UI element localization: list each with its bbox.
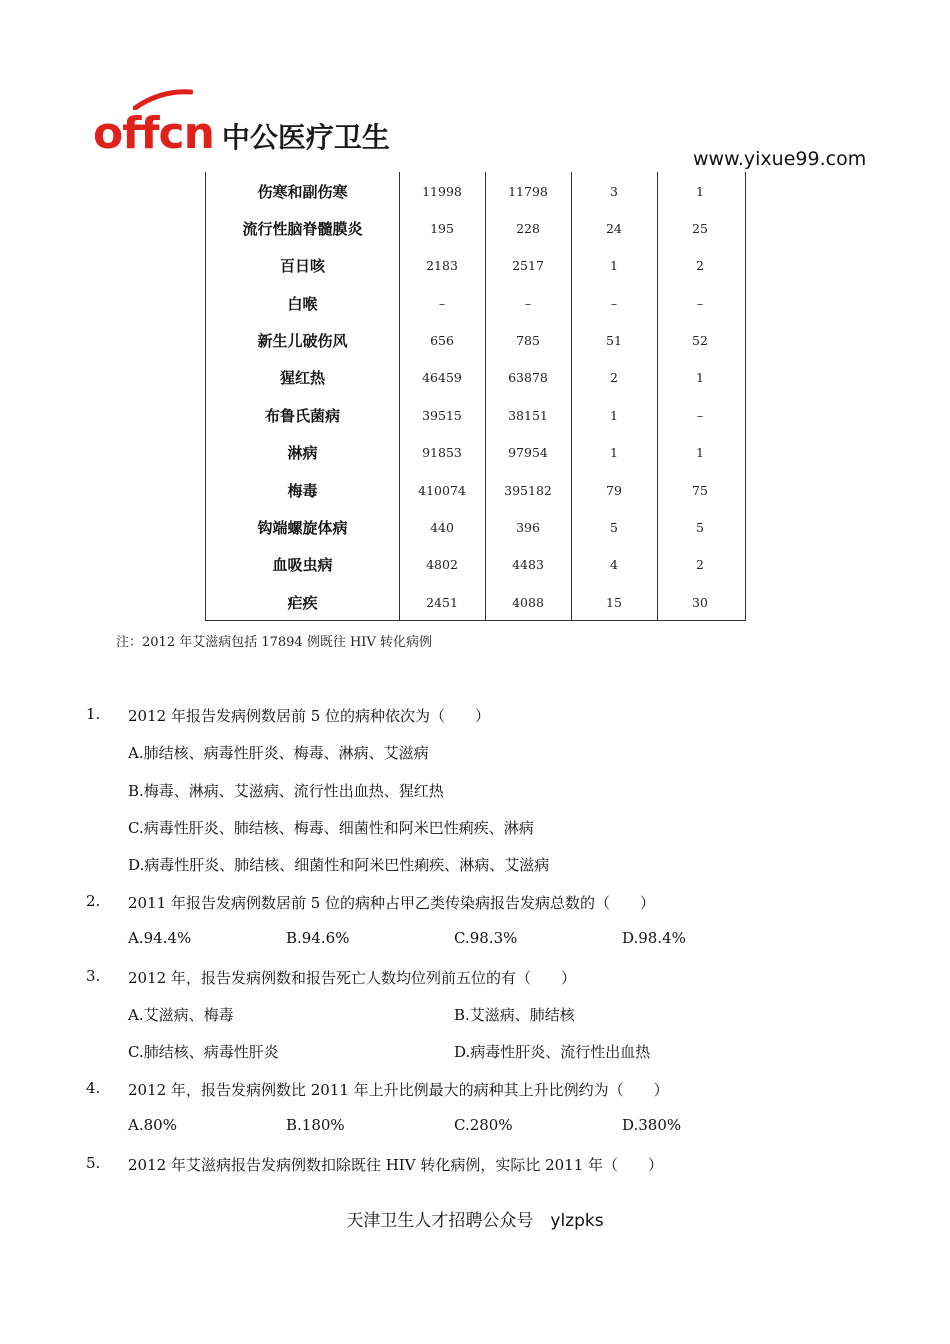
table-row	[206, 322, 746, 359]
cases-2011: 63878	[508, 370, 548, 385]
table-row	[206, 173, 746, 210]
cases-2012: 91853	[422, 445, 462, 460]
question-text: 2012 年艾滋病报告发病例数扣除既往 HIV 转化病例，实际比 2011 年（ ）	[128, 1156, 664, 1174]
deaths-2011: 2	[696, 557, 704, 572]
cases-2011: 11798	[508, 184, 548, 199]
deaths-2011: 2	[696, 258, 704, 273]
footer-text: 天津卫生人才招聘公众号 ylzpks	[346, 1211, 604, 1231]
cases-2012: –	[438, 296, 446, 311]
deaths-2011: 25	[692, 221, 708, 236]
disease-name: 梅毒	[287, 482, 318, 500]
question-number: 2.	[86, 892, 101, 910]
deaths-2012: 51	[606, 333, 622, 348]
table-row	[206, 584, 746, 621]
question-number: 4.	[86, 1079, 101, 1097]
option-d: D.98.4%	[622, 929, 686, 947]
cases-2012: 11998	[422, 184, 462, 199]
cases-2011: 785	[516, 333, 540, 348]
cases-2011: 396	[516, 520, 540, 535]
deaths-2011: –	[696, 296, 704, 311]
cases-2012: 440	[430, 520, 454, 535]
option-c: C.肺结核、病毒性肝炎	[128, 1043, 279, 1061]
cases-2012: 39515	[422, 408, 462, 423]
option-c: C.280%	[454, 1116, 513, 1134]
table-row	[206, 434, 746, 471]
deaths-2012: 1	[610, 258, 618, 273]
question-number: 3.	[86, 967, 101, 985]
deaths-2011: –	[696, 408, 704, 423]
disease-name: 布鲁氏菌病	[264, 407, 340, 425]
deaths-2012: 1	[610, 408, 618, 423]
option-d: D.病毒性肝炎、流行性出血热	[454, 1043, 651, 1061]
option-c: C.病毒性肝炎、肺结核、梅毒、细菌性和阿米巴性痢疾、淋病	[128, 819, 534, 837]
cases-2012: 2183	[426, 258, 458, 273]
disease-name: 猩红热	[279, 369, 325, 387]
option-b: B.180%	[286, 1116, 345, 1134]
disease-name: 钩端螺旋体病	[257, 519, 348, 537]
disease-table	[205, 172, 745, 621]
cases-2012: 410074	[418, 483, 466, 498]
option-d: D.380%	[622, 1116, 682, 1134]
option-b: B.梅毒、淋病、艾滋病、流行性出血热、猩红热	[128, 782, 444, 800]
question-number: 5.	[86, 1154, 101, 1172]
table-row	[206, 247, 746, 284]
disease-name: 白喉	[287, 295, 318, 313]
deaths-2012: 4	[610, 557, 618, 572]
cases-2011: 38151	[508, 408, 548, 423]
deaths-2011: 30	[692, 595, 708, 610]
option-d: D.病毒性肝炎、肺结核、细菌性和阿米巴性痢疾、淋病、艾滋病	[128, 856, 550, 874]
question-text: 2012 年报告发病例数居前 5 位的病种依次为（ ）	[128, 707, 491, 725]
deaths-2011: 5	[696, 520, 704, 535]
disease-name: 疟疾	[287, 594, 318, 612]
deaths-2012: 5	[610, 520, 618, 535]
cases-2012: 656	[430, 333, 454, 348]
cases-2012: 4802	[426, 557, 458, 572]
cases-2012: 2451	[426, 595, 458, 610]
deaths-2011: 52	[692, 333, 708, 348]
option-a: A.80%	[128, 1116, 177, 1134]
cases-2011: 4088	[512, 595, 544, 610]
table-row	[206, 509, 746, 546]
option-a: A.94.4%	[128, 929, 192, 947]
question-text: 2012 年，报告发病例数比 2011 年上升比例最大的病种其上升比例约为（ ）	[128, 1081, 669, 1099]
logo-wordmark: offcn	[93, 108, 214, 159]
table-row	[206, 210, 746, 247]
deaths-2012: 15	[606, 595, 622, 610]
deaths-2011: 1	[696, 445, 704, 460]
deaths-2011: 1	[696, 370, 704, 385]
option-b: B.94.6%	[286, 929, 350, 947]
cases-2012: 46459	[422, 370, 462, 385]
table-row	[206, 397, 746, 434]
table-row	[206, 359, 746, 396]
cases-2011: 228	[516, 221, 540, 236]
table-row	[206, 285, 746, 322]
deaths-2012: 1	[610, 445, 618, 460]
logo-chinese-name: 中公医疗卫生	[221, 121, 390, 154]
disease-name: 血吸虫病	[272, 556, 333, 574]
option-c: C.98.3%	[454, 929, 518, 947]
question-text: 2012 年，报告发病例数和报告死亡人数均位列前五位的有（ ）	[128, 969, 576, 987]
deaths-2012: 79	[606, 483, 622, 498]
deaths-2012: 2	[610, 370, 618, 385]
disease-name: 流行性脑脊髓膜炎	[242, 220, 363, 238]
table-note: 注：2012 年艾滋病包括 17894 例既往 HIV 转化病例	[116, 635, 432, 650]
cases-2011: 4483	[512, 557, 544, 572]
logo-swoosh-icon	[133, 88, 193, 110]
deaths-2012: 3	[610, 184, 618, 199]
table-row	[206, 472, 746, 509]
cases-2011: 2517	[512, 258, 544, 273]
cases-2011: 97954	[508, 445, 548, 460]
site-url[interactable]: www.yixue99.com	[693, 148, 867, 170]
disease-name: 新生儿破伤风	[257, 332, 348, 350]
deaths-2011: 75	[692, 483, 708, 498]
disease-name: 百日咳	[279, 257, 325, 275]
cases-2012: 195	[430, 221, 454, 236]
cases-2011: –	[524, 296, 532, 311]
disease-name: 伤寒和副伤寒	[257, 183, 348, 201]
deaths-2012: –	[610, 296, 618, 311]
deaths-2012: 24	[606, 221, 622, 236]
option-b: B.艾滋病、肺结核	[454, 1006, 575, 1024]
question-text: 2011 年报告发病例数居前 5 位的病种占甲乙类传染病报告发病总数的（ ）	[128, 894, 656, 912]
table-row	[206, 546, 746, 583]
option-a: A.艾滋病、梅毒	[128, 1006, 234, 1024]
deaths-2011: 1	[696, 184, 704, 199]
offcn-logo	[93, 100, 390, 159]
disease-name: 淋病	[287, 444, 318, 462]
question-number: 1.	[86, 705, 101, 723]
cases-2011: 395182	[504, 483, 552, 498]
option-a: A.肺结核、病毒性肝炎、梅毒、淋病、艾滋病	[128, 744, 429, 762]
